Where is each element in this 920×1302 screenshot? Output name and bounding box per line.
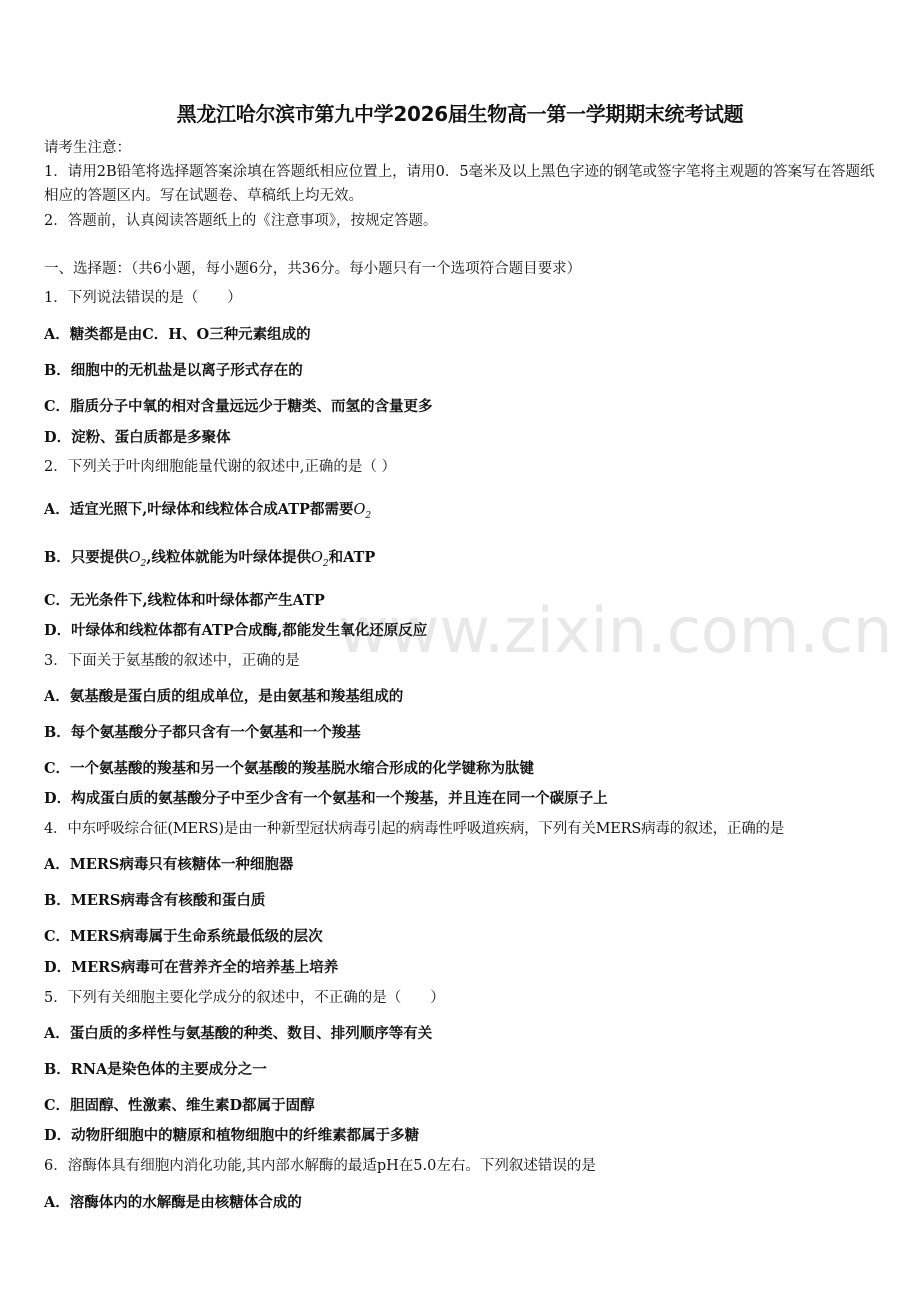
question-5-option-a: A．蛋白质的多样性与氨基酸的种类、数目、排列顺序等有关 [44, 1025, 433, 1042]
question-5-stem: 5．下列有关细胞主要化学成分的叙述中，不正确的是（ ） [44, 990, 445, 1006]
option-b-text-mid: ,线粒体就能为叶绿体提供 [146, 549, 311, 566]
question-3-option-d: D．构成蛋白质的氨基酸分子中至少含有一个氨基和一个羧基，并且连在同一个碳原子上 [44, 790, 608, 807]
question-6-option-a: A．溶酶体内的水解酶是由核糖体合成的 [44, 1194, 302, 1211]
question-4-option-a: A．MERS病毒只有核糖体一种细胞器 [44, 856, 294, 873]
question-4-option-b: B．MERS病毒含有核酸和蛋白质 [44, 892, 266, 909]
oxygen-formula: $O_2$ [353, 502, 372, 521]
question-3-stem: 3．下面关于氨基酸的叙述中，正确的是 [44, 653, 300, 669]
question-3-option-b: B．每个氨基酸分子都只含有一个氨基和一个羧基 [44, 724, 361, 741]
oxygen-formula: $O_2$ [128, 550, 147, 569]
question-2-option-d: D．叶绿体和线粒体都有ATP合成酶,都能发生氧化还原反应 [44, 622, 428, 639]
question-1-stem: 1．下列说法错误的是（ ） [44, 290, 242, 306]
question-1-option-a: A．糖类都是由C．H、O三种元素组成的 [44, 326, 311, 343]
question-5-option-c: C．胆固醇、性激素、维生素D都属于固醇 [44, 1097, 315, 1114]
question-4-option-c: C．MERS病毒属于生命系统最低级的层次 [44, 928, 323, 945]
option-a-text: A．适宜光照下,叶绿体和线粒体合成ATP都需要 [44, 501, 354, 518]
question-3-option-a: A．氨基酸是蛋白质的组成单位，是由氨基和羧基组成的 [44, 688, 404, 705]
question-1-option-b: B．细胞中的无机盐是以离子形式存在的 [44, 362, 303, 379]
question-6-stem: 6．溶酶体具有细胞内消化功能,其内部水解酶的最适pH在5.0左右。下列叙述错误的是 [44, 1158, 596, 1174]
section-heading: 一、选择题：（共6小题，每小题6分，共36分。每小题只有一个选项符合题目要求） [44, 261, 582, 277]
question-3-option-c: C．一个氨基酸的羧基和另一个氨基酸的羧基脱水缩合形成的化学键称为肽键 [44, 760, 535, 777]
option-b-text-post: 和ATP [328, 549, 376, 566]
question-4-option-d: D．MERS病毒可在营养齐全的培养基上培养 [44, 959, 339, 976]
question-5-option-b: B．RNA是染色体的主要成分之一 [44, 1061, 267, 1078]
oxygen-formula: $O_2$ [310, 550, 329, 569]
page-title: 黑龙江哈尔滨市第九中学2026届生物高一第一学期期末统考试题 [176, 102, 744, 126]
question-2-stem: 2．下列关于叶肉细胞能量代谢的叙述中,正确的是（ ） [44, 459, 396, 475]
notice-item-2: 2．答题前，认真阅读答题纸上的《注意事项》，按规定答题。 [44, 213, 438, 229]
question-1-option-c: C．脂质分子中氧的相对含量远远少于糖类、而氢的含量更多 [44, 398, 433, 415]
watermark: www.zixin.com.cn [338, 594, 893, 667]
question-2-option-c: C．无光条件下,线粒体和叶绿体都产生ATP [44, 592, 325, 609]
option-b-text-pre: B．只要提供 [44, 549, 129, 566]
notice-item-1: 1．请用2B铅笔将选择题答案涂填在答题纸相应位置上，请用0．5毫米及以上黑色字迹的钢笔或签字笔将主观题的答案写在答题纸相应的答题区内。写在试题卷、草稿纸上均无效。 [44, 164, 875, 204]
question-1-option-d: D．淀粉、蛋白质都是多聚体 [44, 429, 231, 446]
question-2-option-b [44, 546, 880, 576]
question-4-stem: 4．中东呼吸综合征(MERS)是由一种新型冠状病毒引起的病毒性呼吸道疾病，下列有关MERS病毒的叙述，正确的是 [44, 821, 785, 837]
question-2-option-a [44, 498, 880, 528]
notice-heading: 请考生注意： [44, 140, 131, 156]
question-5-option-d: D．动物肝细胞中的糖原和植物细胞中的纤维素都属于多糖 [44, 1127, 420, 1144]
